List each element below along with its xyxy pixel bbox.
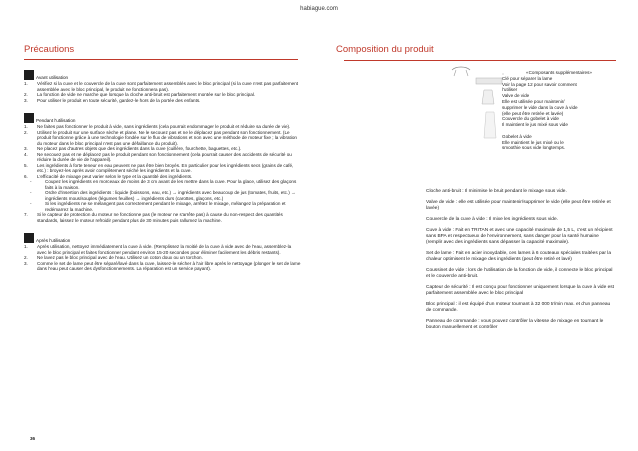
component-description: Bloc principal : il est équipé d'un moteur tournant à 32 000 tr/min max. et d'un panneau de commande. <box>426 302 611 313</box>
callout-line: «Composants supplémentaires» <box>526 70 592 75</box>
section-title: Avant utilisation <box>36 75 69 80</box>
section-marker-icon <box>24 113 34 123</box>
precaution-section <box>24 111 302 223</box>
list-item-number: 5. <box>24 162 28 168</box>
list-item-number: 2. <box>24 129 28 135</box>
list-item-number: 4. <box>24 151 28 157</box>
list-item-text: Utilisez le produit sur une surface sèche et plane. Ne le secouez pas et ne le déplacez pas pendant son fonctionnement. (Le produit fonctionne grâce à une technologie fondée sur le flux de vibrations et non avec une méthode de moteur fixe ; la vibration du moteur dans le bloc principal n'est pas une défaillance du produit). <box>37 129 297 146</box>
section-header <box>24 68 302 80</box>
list-item-text: Comme le set de lame peut être séparé/lavé dans la cuve, laissez-le sécher à l'air libre après le nettoyage (plonger le set de lame dans l'eau peut causer des dysfonctionnements. La réparation est un service payant). <box>37 260 301 271</box>
list-item <box>24 201 302 212</box>
callout-line: Voir la page 12 pour savoir comment <box>502 81 577 87</box>
list-item-number: 1. <box>24 244 28 249</box>
component-description: Cuve à vide : Fait en TRITAN et avec une capacité maximale de 1,5 L, c'est un récipient sans BPA et respectueux de l'environnement, sans danger pour la santé humaine (remplir avec des ingrédients sans dépasser la capacité maximale). <box>426 228 613 245</box>
callout-line: Valve de vide <box>502 93 530 99</box>
section-header <box>24 111 302 123</box>
list-item-text: Ordre d'insertion des ingrédients : liquide (boissons, eau, etc.) → ingrédients avec beaucoup de jus (tomates, fruits, etc.) → ingrédients mous/souples (légumes feuilles) → ingrédients durs (carottes, glaçons, etc.) <box>45 190 296 201</box>
composition-divider <box>344 60 616 61</box>
component-description: Capteur de sécurité : Il est conçu pour fonctionner uniquement lorsque la cuve à vide est parfaitement assemblée avec le bloc principal <box>426 285 614 296</box>
list-item <box>24 179 302 190</box>
callout-line: Elle est utilisée pour maintenir/ <box>502 98 565 104</box>
precautions-column <box>24 44 302 272</box>
composition-title-wrap <box>336 44 616 55</box>
list-item <box>24 81 302 92</box>
composition-title: Composition du produit <box>336 44 434 55</box>
list-item-text: Ne secouez pas et ne déplacez pas le produit pendant son fonctionnement (cela pourrait causer des accidents de sécurité ou réduire la durée de vie de l'appareil). <box>37 151 292 162</box>
list-item-number: 3. <box>24 97 28 103</box>
list-item-text: Les ingrédients à forte teneur en eau peuvent ne pas être bien broyés. En particulier pour les ingrédients secs (grains de café, etc.) : broyez-les après avoir complètement séché les ingrédients et la cuve. <box>37 162 294 173</box>
list-item-text: Vérifiez si la cuve et le couvercle de la cuve sont parfaitement assemblés avec le bloc principal (si la cuve n'est pas parfaitement assemblée avec le bloc principal, le produit ne fonctionnera pas). <box>37 81 299 92</box>
site-header: habiague.com <box>300 6 338 12</box>
list-item-number: 2. <box>24 255 28 260</box>
list-item-number: 6. <box>24 173 28 179</box>
list-item-text: Ne lavez pas le bloc principal avec de l'eau. Utilisez un coton doux ou un torchon. <box>37 255 203 260</box>
callout-line: smoothie sous vide longtemps. <box>502 145 566 151</box>
list-item-text: Après utilisation, nettoyez immédiatement la cuve à vide. (Remplissez la moitié de la cuve à vide avec de l'eau, assemblez-la avec le bloc principal et faites fonctionner pendant environ 15-20 secondes pour éliminer facilement les débris restants). <box>37 244 292 255</box>
list-item <box>24 212 302 223</box>
precautions-title: Précautions <box>24 44 75 55</box>
callout-line: Il maintient le jus mixé sous vide <box>502 122 568 128</box>
component-description: Cloche anti-bruit : Il minimise le bruit pendant le mixage sous vide. <box>426 189 567 194</box>
list-item-text: Si le capteur de protection du moteur ne fonctionne pas (le moteur ne s'arrête pas) à cause du non-respect des quantités standards, laissez le moteur refroidir pendant plus de 30 minutes puis rallumez la machine. <box>37 212 283 223</box>
list-item-text: La fonction de vide ne marche que lorsque la cloche anti-bruit est parfaitement montée sur le bloc principal. <box>37 92 256 97</box>
list-item <box>24 261 302 272</box>
list-item-number: 3. <box>24 146 28 151</box>
callout-line: Elle maintient le jus mixé ou le <box>502 139 564 145</box>
list-item-number: 3. <box>24 260 28 266</box>
component-description: Panneau de commande : vous pouvez contrôler la vitesse de mixage en tournant le bouton manuellement et contrôler <box>426 319 604 330</box>
title-divider <box>24 59 298 60</box>
list-item-number: - <box>30 179 32 184</box>
callout-line: Clé pour séparer la lame <box>502 75 553 81</box>
section-title: Pendant l'utilisation <box>36 118 76 123</box>
callout-line: supprimer le vide dans la cuve à vide <box>502 104 578 110</box>
component-description: Set de lame : Fait en acier inoxydable, ces lames à 6 couteaux spéciales traitées par la chaleur optimisent le mixage des ingrédients (peut être retiré et lavé) <box>426 251 612 262</box>
precaution-sections <box>24 68 302 272</box>
component-description: Valve de vide : elle est utilisée pour maintenir/supprimer le vide (elle peut être retirée et lavée) <box>426 200 611 211</box>
list-item-number: 1. <box>24 81 28 86</box>
callout-line: Couvercle du gobelet à vide <box>502 116 559 122</box>
section-marker-icon <box>24 233 34 243</box>
list-item <box>24 244 302 255</box>
section-marker-icon <box>24 70 34 80</box>
callout-line: (elle peut être retirée et lavée) <box>502 110 564 116</box>
list-item-number: 1. <box>24 124 28 129</box>
section-title: Après l'utilisation <box>36 238 71 243</box>
precaution-section <box>24 231 302 272</box>
list-item <box>24 152 302 163</box>
list-item-text: Pour utiliser le produit en toute sécurité, gardez-le hors de la portée des enfants. <box>37 97 201 103</box>
precaution-section <box>24 68 302 103</box>
component-description: Couvercle de la cuve à vide : Il mixe les ingrédients sous vide. <box>426 217 558 222</box>
callout-line: l'utiliser <box>502 87 518 93</box>
list-item <box>24 163 302 174</box>
list-item-text: Ne faites pas fonctionner le produit à vide, sans ingrédients (cela pourrait endommager le produit et réduire sa durée de vie). <box>37 124 291 129</box>
list-item-text: L'efficacité de mixage peut varier selon le type et la quantité des ingrédients. <box>37 173 193 179</box>
list-item <box>24 98 302 104</box>
list-item-text: Ne placez pas d'autres objets que des ingrédients dans la cuve (cuillère, fourchette, baguettes, etc.). <box>37 146 242 151</box>
list-item-number: 7. <box>24 212 28 217</box>
section-header <box>24 231 302 243</box>
list-item <box>24 130 302 147</box>
callout-line: Gobelet à vide <box>502 133 532 139</box>
page-number: 36 <box>30 436 36 441</box>
list-item-text: Coupez les ingrédients en morceaux de moins de 3 cm avant de les mettre dans la cuve. Pour la glace, utilisez des glaçons faits à la maison. <box>45 179 297 190</box>
list-item-number: - <box>30 190 32 195</box>
list-item-number: - <box>30 201 32 206</box>
component-description: Coussinet de vide : lors de l'utilisation de la fonction de vide, il connecte le bloc principal et le couvercle anti-bruit. <box>426 268 613 279</box>
additional-components-callout <box>502 70 616 151</box>
list-item-text: Si les ingrédients ne se mélangent pas correctement pendant le mixage, arrêtez le mixage, mélangez la préparation et redémarrez la machine. <box>45 201 286 212</box>
composition-descriptions <box>426 189 614 336</box>
list-item <box>24 190 302 201</box>
list-item-number: 2. <box>24 92 28 97</box>
